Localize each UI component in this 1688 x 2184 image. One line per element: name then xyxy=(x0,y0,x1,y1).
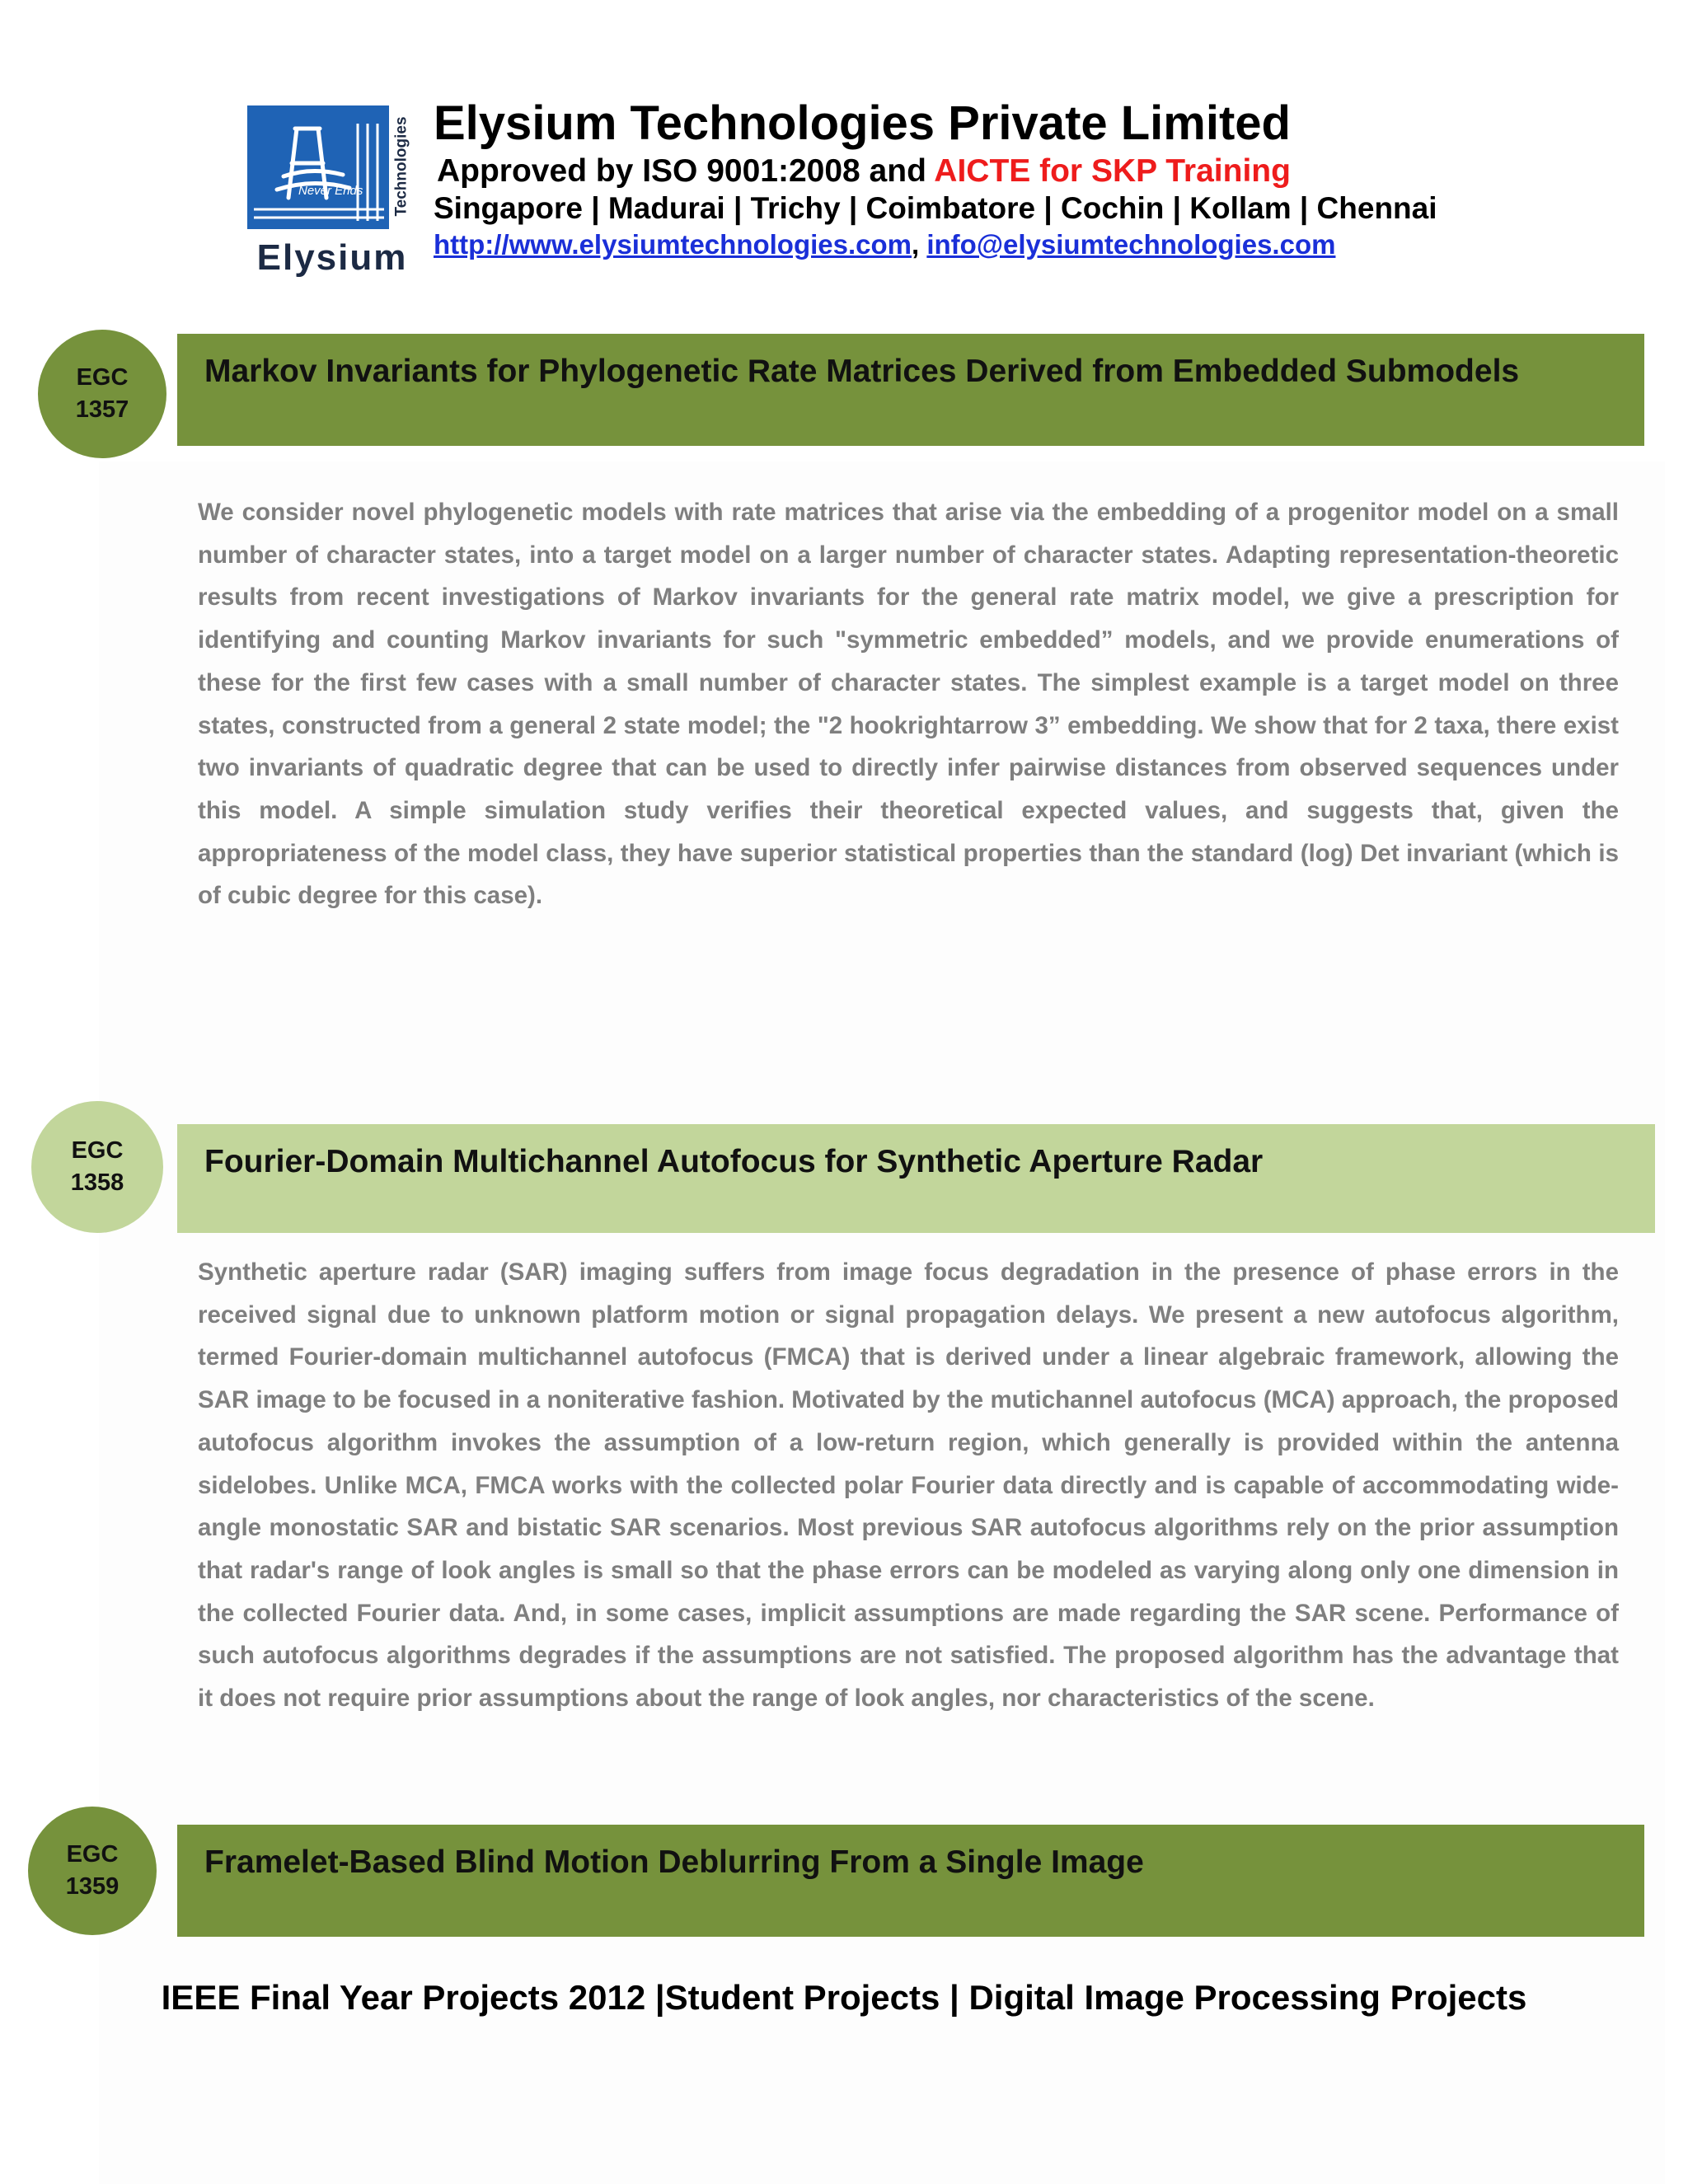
link-separator: , xyxy=(912,229,920,260)
logo-side-text xyxy=(391,102,414,231)
project-abstract: Synthetic aperture radar (SAR) imaging suffers from image focus degradation in the presence of phase errors in the received signal due to unknown platform motion or signal propagation delays. We present a new autofocus algorithm, termed Fourier-domain multichannel autofocus (FMCA) that is derived under a linear algebraic framework, allowing the SAR image to be focused in a noniterative fashion. Motivated by the mutichannel autofocus (MCA) approach, the proposed autofocus algorithm invokes the assumption of a low-return region, which generally is provided within the antenna sidelobes. Unlike MCA, FMCA works with the collected polar Fourier data directly and is capable of accommodating wide-angle monostatic SAR and bistatic SAR scenarios. Most previous SAR autofocus algorithms rely on the prior assumption that radar's range of look angles is small so that the phase errors can be modeled as varying along only one dimension in the collected Fourier data. And, in some cases, implicit assumptions are made regarding the SAR scene. Performance of such autofocus algorithms degrades if the assumptions are not satisfied. The proposed algorithm has the advantage that it does not require prior assumptions about the range of look angles, nor characteristics of the scene. xyxy=(198,1258,1619,1713)
project-title-band xyxy=(177,334,1644,446)
website-link[interactable]: http://www.elysiumtechnologies.com xyxy=(434,229,912,260)
project-title: Framelet-Based Blind Motion Deblurring From a Single Image xyxy=(204,1844,1144,1880)
project-code-prefix: EGC xyxy=(71,1137,124,1164)
project-code-number: 1357 xyxy=(75,396,129,423)
project-code-number: 1358 xyxy=(70,1169,124,1196)
project-code-badge xyxy=(31,1101,163,1233)
project-code-badge xyxy=(28,1807,157,1935)
approval-highlight: AICTE for SKP Training xyxy=(934,153,1291,189)
project-title-band xyxy=(177,1825,1644,1937)
office-locations: Singapore | Madurai | Trichy | Coimbatore | Cochin | Kollam | Chennai xyxy=(434,191,1437,225)
logo-emblem xyxy=(247,105,389,229)
project-code-prefix: EGC xyxy=(66,1841,119,1868)
contact-links xyxy=(434,229,1335,260)
email-link[interactable]: info@elysiumtechnologies.com xyxy=(926,229,1336,260)
project-title-band xyxy=(177,1124,1655,1233)
project-code-badge xyxy=(38,330,166,458)
project-abstract: We consider novel phylogenetic models with rate matrices that arise via the embedding of a progenitor model on a small number of character states, into a target model on a larger number of character states. Adapting representation-theoretic results from recent investigations of Markov invariants for the general rate matrix model, we give a prescription for identifying and counting Markov invariants for such "symmetric embedded” models, and we provide enumerations of these for the first few cases with a small number of character states. The simplest example is a target model on three states, constructed from a general 2 state model; the "2 hookrightarrow 3” embedding. We show that for 2 taxa, there exist two invariants of quadratic degree that can be used to directly infer pairwise distances from observed sequences under this model. A simple simulation study verifies their theoretical expected values, and suggests that, given the appropriateness of the model class, they have superior statistical properties than the standard (log) Det invariant (which is of cubic degree for this case). xyxy=(198,499,1619,910)
company-logo xyxy=(244,102,420,278)
logo-side-label: Technologies xyxy=(393,116,410,217)
project-title: Markov Invariants for Phylogenetic Rate Matrices Derived from Embedded Submodels xyxy=(204,354,1520,389)
project-code-prefix: EGC xyxy=(76,364,129,391)
project-title: Fourier-Domain Multichannel Autofocus for Synthetic Aperture Radar xyxy=(204,1144,1264,1179)
company-name: Elysium Technologies Private Limited xyxy=(434,96,1291,150)
page-footer: IEEE Final Year Projects 2012 |Student Projects | Digital Image Processing Projects xyxy=(161,1978,1527,2017)
approval-line xyxy=(437,153,1291,190)
logo-wordmark: Elysium xyxy=(256,237,408,278)
project-code-number: 1359 xyxy=(65,1873,120,1900)
logo-tagline: Never Ends xyxy=(298,184,363,198)
approval-text: Approved by ISO 9001:2008 and xyxy=(437,153,935,189)
